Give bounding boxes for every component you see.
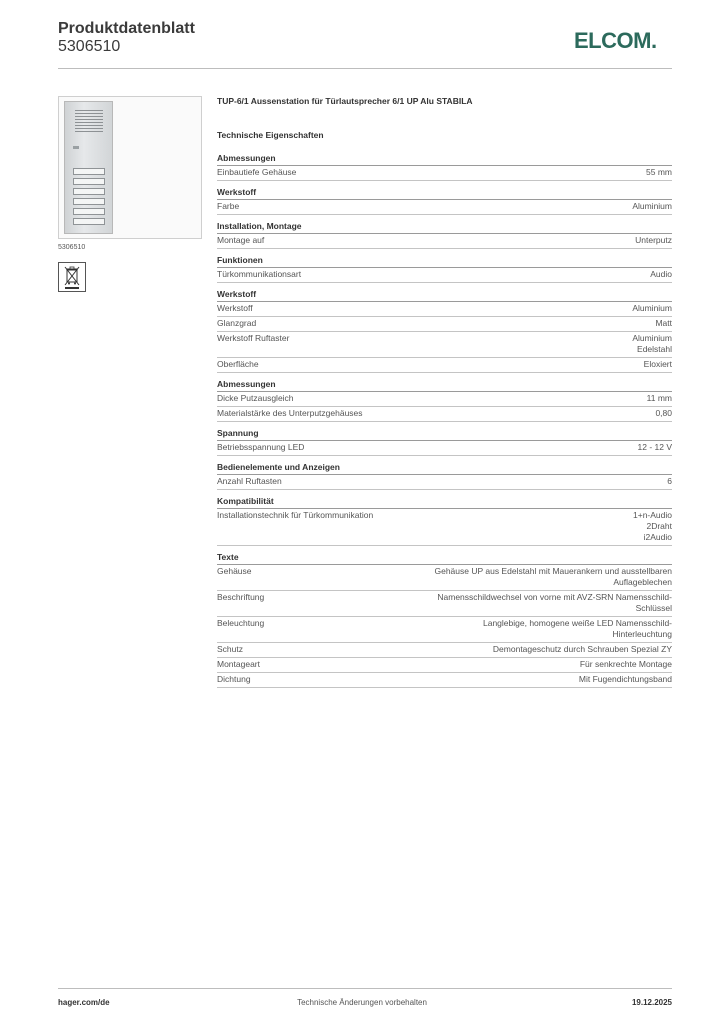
spec-row	[217, 200, 672, 215]
footer-disclaimer: Technische Änderungen vorbehalten	[297, 998, 427, 1007]
spec-value	[633, 510, 672, 543]
spec-row	[217, 658, 672, 673]
footer-website: hager.com/de	[58, 998, 110, 1007]
door-station-plate	[64, 101, 113, 234]
product-image	[58, 96, 202, 239]
name-plate-button	[73, 178, 105, 185]
spec-row	[217, 302, 672, 317]
speaker-grille-line	[75, 131, 103, 132]
spec-value-line: Langlebige, homogene weiße LED Namensschild-	[483, 618, 672, 628]
spec-row	[217, 617, 672, 643]
spec-row	[217, 268, 672, 283]
spec-value-line: 55 mm	[646, 167, 672, 177]
speaker-grille-line	[75, 122, 103, 123]
spec-row	[217, 392, 672, 407]
spec-value	[437, 592, 672, 614]
spec-value	[579, 674, 672, 685]
spec-value	[638, 442, 673, 453]
article-number: 5306510	[58, 38, 121, 55]
spec-value-line: Aluminium	[632, 303, 672, 313]
spec-value-line: 12 - 12 V	[637, 442, 672, 452]
spec-row	[217, 565, 672, 591]
image-caption: 5306510	[58, 244, 86, 251]
spec-value-line: Eloxiert	[643, 359, 672, 369]
spec-group-title: Kompatibilität	[217, 495, 672, 509]
spec-value-line: Auflageblechen	[613, 577, 672, 587]
spec-group-title: Abmessungen	[217, 152, 672, 166]
spec-group-title: Abmessungen	[217, 378, 672, 392]
spec-group	[217, 186, 672, 215]
spec-label: Montageart	[217, 659, 260, 669]
spec-value-line: Aluminium	[632, 201, 672, 211]
spec-group	[217, 427, 672, 456]
spec-label: Beschriftung	[217, 592, 265, 602]
spec-value	[646, 167, 672, 178]
spec-value-line: Unterputz	[635, 235, 672, 245]
header-divider	[58, 68, 672, 69]
name-plate-button	[73, 168, 105, 175]
spec-row	[217, 643, 672, 658]
spec-group-title: Installation, Montage	[217, 220, 672, 234]
spec-group-title: Funktionen	[217, 254, 672, 268]
spec-group	[217, 254, 672, 283]
spec-value-line: Gehäuse UP aus Edelstahl mit Mauerankern und ausstellbaren	[434, 566, 672, 576]
spec-label: Oberfläche	[217, 359, 259, 369]
spec-value	[644, 359, 672, 370]
spec-value	[655, 408, 672, 419]
spec-value-line: Aluminium	[632, 333, 672, 343]
spec-label: Gehäuse	[217, 566, 252, 576]
spec-group-title: Bedienelemente und Anzeigen	[217, 461, 672, 475]
spec-value-line: Edelstahl	[637, 344, 672, 354]
spec-label: Werkstoff	[217, 303, 253, 313]
spec-label: Dichtung	[217, 674, 251, 684]
name-plate-button	[73, 188, 105, 195]
spec-label: Montage auf	[217, 235, 265, 245]
spec-row	[217, 441, 672, 456]
spec-value	[635, 235, 672, 246]
spec-value	[667, 476, 672, 487]
spec-row	[217, 358, 672, 373]
spec-label: Farbe	[217, 201, 240, 211]
spec-row	[217, 591, 672, 617]
spec-group	[217, 551, 672, 688]
spec-label: Installationstechnik für Türkommunikation	[217, 510, 374, 520]
spec-value-line: Namensschildwechsel von vorne mit AVZ-SRN Namensschild-	[437, 592, 672, 602]
spec-row	[217, 407, 672, 422]
spec-value-line: 6	[667, 476, 672, 486]
spec-value-line: 1+n-Audio	[633, 510, 672, 520]
footer-date: 19.12.2025	[631, 998, 672, 1007]
speaker-grille-line	[75, 116, 103, 117]
spec-value	[493, 644, 672, 655]
name-plate-button	[73, 198, 105, 205]
elcom-logo: ELCOM.	[574, 28, 657, 53]
spec-label: Einbautiefe Gehäuse	[217, 167, 297, 177]
spec-value-line: 11 mm	[646, 393, 672, 403]
spec-label: Betriebsspannung LED	[217, 442, 305, 452]
spec-value-line: Demontageschutz durch Schrauben Spezial ZY	[492, 644, 672, 654]
spec-group	[217, 461, 672, 490]
spec-group	[217, 378, 672, 422]
spec-row	[217, 234, 672, 249]
spec-row	[217, 332, 672, 358]
page-title: Produktdatenblatt	[58, 20, 195, 37]
spec-value-line: Hinterleuchtung	[612, 629, 672, 639]
spec-value-line: i2Audio	[643, 532, 672, 542]
spec-value-line: Für senkrechte Montage	[579, 659, 672, 669]
spec-value	[580, 659, 672, 670]
spec-value-line: 2Draht	[646, 521, 672, 531]
spec-group-title: Werkstoff	[217, 288, 672, 302]
spec-row	[217, 166, 672, 181]
spec-value	[632, 201, 672, 212]
spec-label: Anzahl Ruftasten	[217, 476, 282, 486]
spec-value	[434, 566, 672, 588]
spec-label: Schutz	[217, 644, 243, 654]
spec-row	[217, 509, 672, 546]
spec-label: Beleuchtung	[217, 618, 265, 628]
speaker-grille-line	[75, 110, 103, 111]
footer-divider	[58, 988, 672, 989]
spec-group	[217, 288, 672, 373]
spec-value-line: Matt	[655, 318, 672, 328]
spec-row	[217, 317, 672, 332]
spec-value	[632, 303, 672, 314]
name-plate-button	[73, 208, 105, 215]
spec-label: Dicke Putzausgleich	[217, 393, 294, 403]
spec-value	[655, 318, 672, 329]
spec-label: Materialstärke des Unterputzgehäuses	[217, 408, 363, 418]
spec-group-title: Werkstoff	[217, 186, 672, 200]
spec-value-line: Mit Fugendichtungsband	[578, 674, 672, 684]
speaker-grille-line	[75, 113, 103, 114]
sensor-mark	[73, 146, 79, 149]
speaker-grille-line	[75, 128, 103, 129]
spec-label: Glanzgrad	[217, 318, 257, 328]
spec-group-title: Spannung	[217, 427, 672, 441]
spec-value-line: 0,80	[655, 408, 672, 418]
speaker-grille-line	[75, 125, 103, 126]
specification-table	[217, 152, 672, 693]
spec-row	[217, 475, 672, 490]
spec-value-line: Schlüssel	[635, 603, 672, 613]
name-plate-button	[73, 218, 105, 225]
spec-label: Türkommunikationsart	[217, 269, 302, 279]
spec-value-line: Audio	[650, 269, 672, 279]
spec-label: Werkstoff Ruftaster	[217, 333, 290, 343]
spec-row	[217, 673, 672, 688]
spec-group	[217, 220, 672, 249]
spec-group	[217, 152, 672, 181]
spec-value	[632, 333, 672, 355]
technical-properties-heading: Technische Eigenschaften	[217, 130, 324, 140]
spec-value	[647, 393, 672, 404]
spec-group	[217, 495, 672, 546]
speaker-grille-line	[75, 119, 103, 120]
product-title: TUP-6/1 Aussenstation für Türlautsprecher 6/1 UP Alu STABILA	[217, 96, 473, 106]
spec-group-title: Texte	[217, 551, 672, 565]
weee-crossed-bin-icon	[58, 262, 86, 292]
spec-value	[483, 618, 672, 640]
spec-value	[650, 269, 672, 280]
